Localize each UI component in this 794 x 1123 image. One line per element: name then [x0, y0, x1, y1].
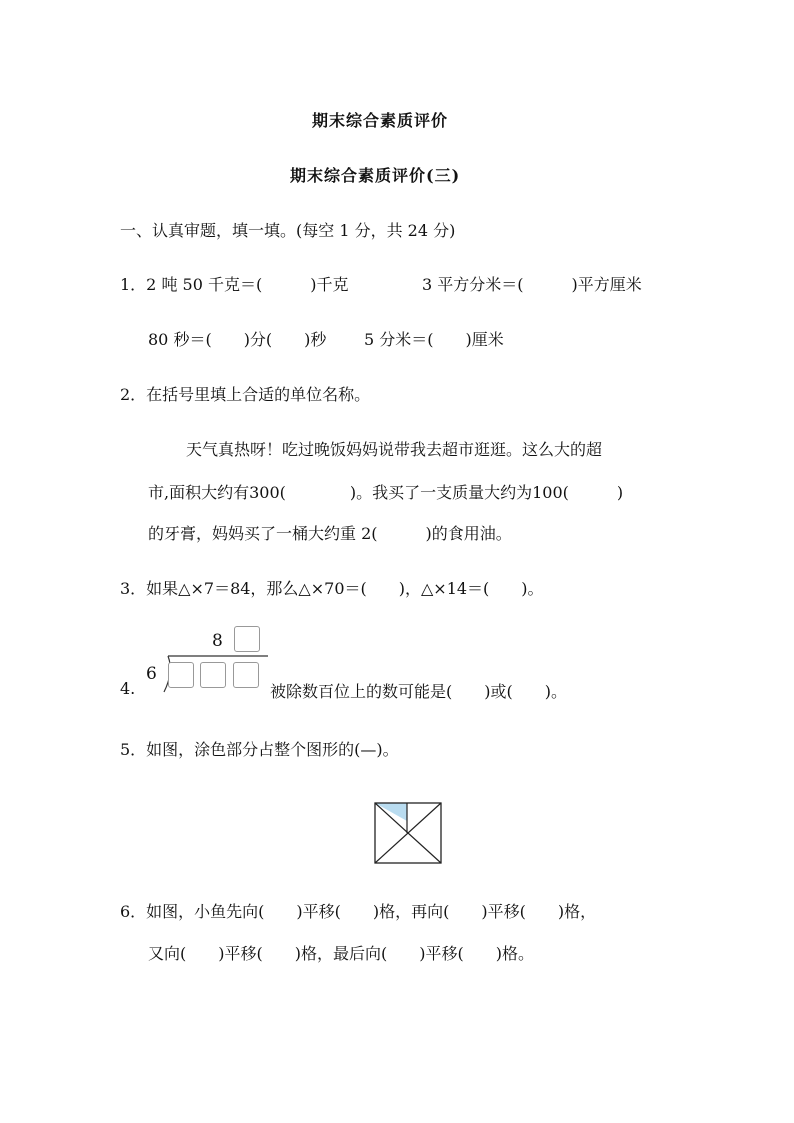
quotient-blank-box: [234, 626, 260, 652]
q2-paragraph-line1: 天气真热呀！吃过晚饭妈妈说带我去超市逛逛。这么大的超: [186, 440, 603, 459]
divisor: 6: [146, 664, 157, 684]
q2-paragraph-line3: 的牙膏，妈妈买了一桶大约重 2( )的食用油。: [148, 524, 512, 543]
q6-line2: 又向( )平移( )格，最后向( )平移( )格。: [148, 944, 534, 963]
dividend-box-ones: [233, 662, 259, 688]
square-figure: [374, 802, 442, 864]
document-title: 期末综合素质评价: [312, 111, 449, 130]
q1-part-c: 80 秒＝( )分( )秒: [148, 330, 327, 349]
quotient-digit: 8: [212, 631, 223, 651]
q2-paragraph-line2: 市,面积大约有300( )。我买了一支质量大约为100( ): [148, 483, 624, 502]
q6-line1: 6．如图，小鱼先向( )平移( )格，再向( )平移( )格，: [120, 902, 597, 921]
q4-number: 4.: [120, 679, 136, 698]
q1-part-a: 1．2 吨 50 千克＝( )千克: [120, 275, 349, 294]
q2-prompt: 2．在括号里填上合适的单位名称。: [120, 385, 371, 404]
q1-part-b: 3 平方分米＝( )平方厘米: [422, 275, 642, 294]
dividend-box-hundreds: [168, 662, 194, 688]
q3-text: 3．如果△×7＝84，那么△×70＝( )，△×14＝( )。: [120, 579, 544, 598]
section-heading: 一、认真审题，填一填。(每空 1 分，共 24 分): [120, 221, 456, 240]
q4-text: 被除数百位上的数可能是( )或( )。: [270, 682, 567, 701]
q5-text: 5．如图，涂色部分占整个图形的(—)。: [120, 740, 399, 759]
q1-part-d: 5 分米＝( )厘米: [364, 330, 504, 349]
document-subtitle: 期末综合素质评价(三): [290, 166, 461, 185]
dividend-box-tens: [200, 662, 226, 688]
